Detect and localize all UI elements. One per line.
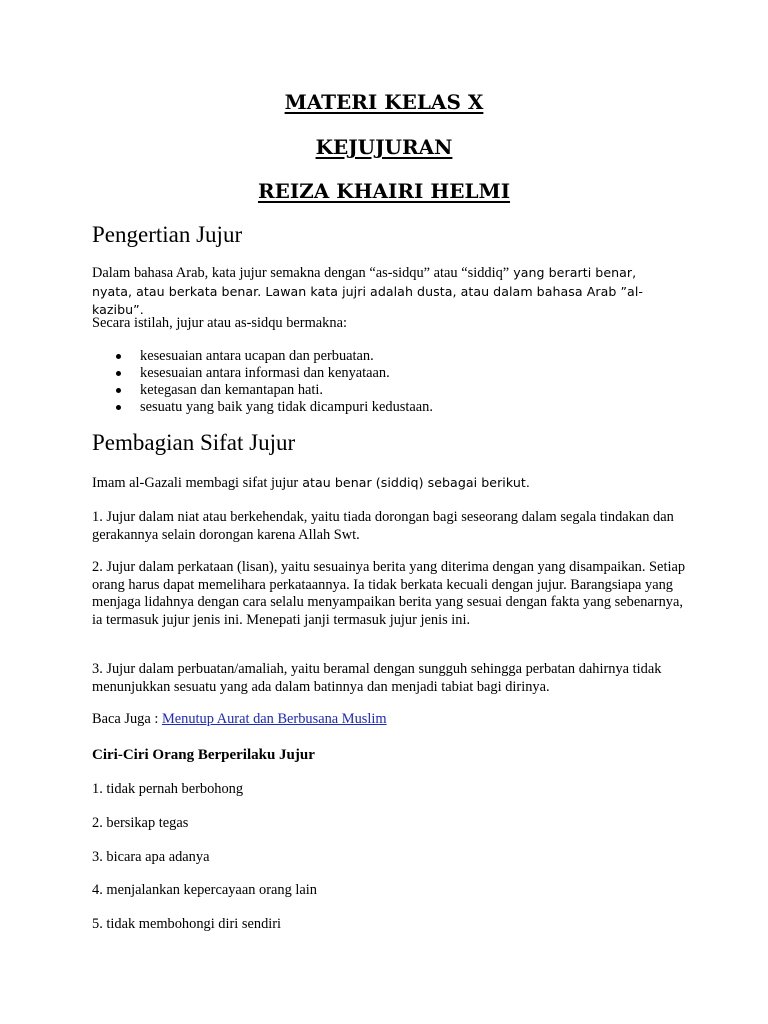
paragraph-intro-part2: atau benar (siddiq) sebagai berikut. [298,475,530,490]
paragraph-jujur-niat: 1. Jujur dalam niat atau berkehendak, yaitu tiada dorongan bagi seseorang dalam segala tindakan dan gerakannya selain dorongan karena Allah Swt. [92,509,674,543]
baca-juga-line [92,711,692,729]
baca-juga-link[interactable]: Menutup Aurat dan Berbusana Muslim [161,711,387,727]
bullet-item [0,348,433,365]
meaning-bullet-list [0,348,433,416]
bullet-dot-icon [116,371,121,376]
bullet-dot-icon [116,405,121,410]
title-kejujuran: KEJUJURAN [315,135,453,159]
title-materi-kelas: MATERI KELAS X [284,90,484,114]
paragraph-pengertian-part3: nyata, atau berkata benar. Lawan kata jujri adalah dusta, atau dalam bahasa Arab ”al-kazibu”. [92,283,643,318]
bullet-dot-icon [116,354,121,359]
bullet-item [0,382,433,399]
bullet-item-text: ketegasan dan kemantapan hati. [140,382,324,398]
title-author: REIZA KHAIRI HELMI [257,179,511,203]
paragraph-pengertian-part2: yang berarti benar, [509,265,637,280]
heading-pengertian-jujur: Pengertian Jujur [92,222,243,247]
heading-pembagian-sifat-jujur: Pembagian Sifat Jujur [92,430,296,455]
paragraph-intro-gazali [92,474,692,493]
paragraph-jujur-perkataan: 2. Jujur dalam perkataan (lisan), yaitu sesuainya berita yang diterima dengan yang disampaikan. Setiap orang harus dapat memelihara perkataannya. Ia tidak berkata kecuali dengan jujur. Barangsiapa yang menjaga lidahnya dengan cara selalu menyampaikan berita yang sesuai dengan fakta yang sebenarnya, ia termasuk jujur jenis ini. Menepati janji termasuk jujur jenis ini. [92,559,686,628]
ciri-item: 4. menjalankan kepercayaan orang lain [92,882,317,898]
bullet-item [0,365,433,382]
baca-juga-label: Baca Juga : [92,711,162,727]
ciri-item: 5. tidak membohongi diri sendiri [92,916,282,932]
ciri-item: 2. bersikap tegas [92,815,189,831]
ciri-item: 3. bicara apa adanya [92,849,210,865]
bullet-item [0,399,433,416]
bullet-item-text: kesesuaian antara informasi dan kenyataan. [140,365,390,381]
paragraph-istilah: Secara istilah, jujur atau as-sidqu bermakna: [92,315,347,331]
bullet-item-text: sesuatu yang baik yang tidak dicampuri kedustaan. [140,399,433,415]
ciri-item: 1. tidak pernah berbohong [92,781,244,797]
bullet-item-text: kesesuaian antara ucapan dan perbuatan. [140,348,374,364]
paragraph-intro-part1: Imam al-Gazali membagi sifat jujur [92,475,299,491]
heading-ciri-ciri: Ciri-Ciri Orang Berperilaku Jujur [92,747,315,763]
paragraph-jujur-perbuatan: 3. Jujur dalam perbuatan/amaliah, yaitu beramal dengan sungguh sehingga perbatan dahirnya tidak menunjukkan sesuatu yang ada dalam batinnya dan menjadi tabiat bagi dirinya. [92,661,662,695]
paragraph-pengertian-part1: Dalam bahasa Arab, kata jujur semakna dengan “as-sidqu” atau “siddiq” [92,265,510,281]
paragraph-pengertian [92,264,692,320]
bullet-dot-icon [116,388,121,393]
